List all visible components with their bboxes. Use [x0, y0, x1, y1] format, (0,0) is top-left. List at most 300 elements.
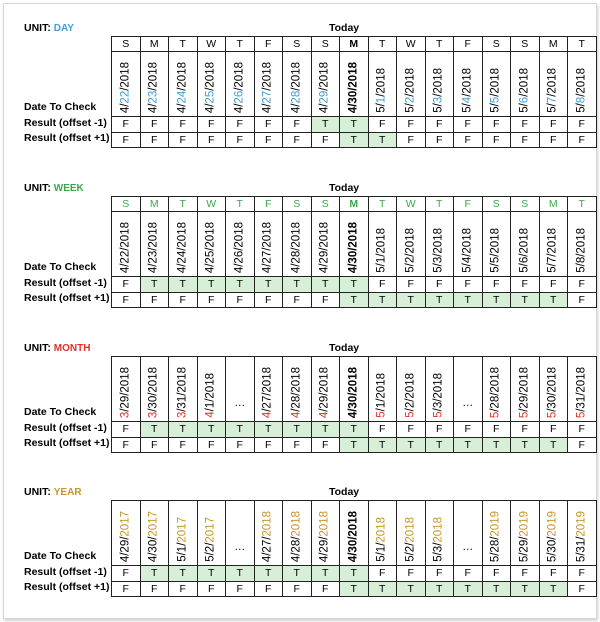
date-part: 2018: [432, 517, 445, 543]
result-cell: F: [368, 422, 397, 438]
date-part: 5: [375, 411, 388, 418]
date-cell: [397, 52, 426, 117]
result-cell: T: [482, 437, 511, 453]
weekday-cell: T: [169, 197, 198, 212]
date-text: [433, 228, 446, 273]
result-plus-label: Result (offset +1): [24, 292, 110, 304]
result-cell: T: [311, 566, 340, 582]
result-cell: F: [397, 422, 426, 438]
date-cell: [368, 52, 397, 117]
result-cell: F: [568, 292, 597, 308]
date-to-check-label: Date To Check: [24, 406, 97, 418]
result-cell: F: [454, 277, 483, 293]
date-part: 4/: [290, 103, 303, 113]
result-cell: F: [454, 117, 483, 133]
result-cell: F: [140, 581, 169, 597]
date-part: 2018: [375, 517, 388, 543]
result-cell: T: [340, 292, 369, 308]
date-text: [518, 367, 531, 418]
date-part: 5/28/: [489, 536, 502, 562]
date-text: [347, 222, 360, 273]
date-part: 5/2/: [204, 542, 217, 562]
weekday-cell: S: [112, 37, 141, 52]
result-cell: T: [454, 581, 483, 597]
date-text: [176, 367, 189, 418]
date-cell: [311, 52, 340, 117]
date-text: [347, 62, 360, 113]
weekday-cell: S: [311, 197, 340, 212]
date-part: 5: [575, 411, 588, 418]
date-part: 2019: [575, 510, 588, 537]
result-cell: T: [283, 566, 312, 582]
result-cell: F: [539, 277, 568, 293]
date-grid: [111, 500, 597, 597]
date-cell: [226, 52, 255, 117]
date-text: [404, 517, 417, 562]
weekday-cell: T: [226, 37, 255, 52]
result-cell: F: [511, 422, 540, 438]
date-part: 4/: [318, 103, 331, 113]
date-text: [205, 222, 218, 273]
date-part: /2018: [404, 68, 417, 97]
date-cell: [112, 501, 141, 566]
date-part: 5/: [546, 103, 559, 113]
date-cell: [425, 52, 454, 117]
result-cell: T: [197, 422, 226, 438]
date-cell: [482, 501, 511, 566]
weekday-cell: S: [112, 197, 141, 212]
date-part: 4/30/: [147, 536, 160, 562]
result-cell: T: [482, 292, 511, 308]
date-text: [404, 228, 417, 273]
weekday-cell: W: [397, 37, 426, 52]
result-cell: F: [511, 277, 540, 293]
date-part: 5: [404, 411, 417, 418]
date-part: 5/: [404, 103, 417, 113]
date-part: 5/29/: [518, 536, 531, 562]
date-text: [490, 68, 503, 113]
date-part: 4/28/: [290, 536, 303, 562]
date-cell: [197, 501, 226, 566]
result-cell: F: [368, 566, 397, 582]
date-text: [376, 68, 389, 113]
date-part: 2017: [119, 510, 132, 537]
unit-label: [24, 486, 82, 498]
weekday-cell: S: [511, 197, 540, 212]
result-cell: T: [397, 581, 426, 597]
result-cell: F: [112, 132, 141, 148]
date-text: [262, 62, 275, 113]
date-part: 3: [119, 411, 132, 418]
date-part: 3: [176, 411, 189, 418]
date-part: 5/1/: [176, 542, 189, 562]
date-part: 5/6/2018: [518, 228, 531, 273]
date-text: [376, 373, 389, 418]
date-text: [290, 62, 303, 113]
date-cell: [340, 212, 369, 277]
result-cell: T: [511, 437, 540, 453]
result-cell: F: [197, 132, 226, 148]
ellipsis-marker: …: [462, 397, 474, 409]
date-part: 4/27/2018: [261, 221, 274, 273]
result-cell: F: [425, 566, 454, 582]
result-cell: F: [283, 292, 312, 308]
date-cell: [397, 501, 426, 566]
date-part: 3: [147, 411, 160, 418]
date-cell: [112, 357, 141, 422]
date-part: /2018: [347, 61, 360, 91]
date-grid: [111, 356, 597, 453]
weekday-cell: S: [482, 197, 511, 212]
date-part: /2018: [461, 68, 474, 97]
date-part: 5: [489, 411, 502, 418]
result-cell: T: [226, 422, 255, 438]
result-cell: F: [226, 292, 255, 308]
result-cell: F: [169, 292, 198, 308]
date-part: /2018: [261, 61, 274, 91]
result-row-plus: [112, 292, 597, 308]
date-cell: [511, 212, 540, 277]
result-cell: F: [368, 277, 397, 293]
date-cell: [283, 501, 312, 566]
weekday-cell: M: [140, 37, 169, 52]
result-cell: F: [568, 566, 597, 582]
weekday-cell: T: [368, 37, 397, 52]
date-cell: [454, 52, 483, 117]
date-part: 4/28/2018: [290, 221, 303, 273]
date-cell: [482, 52, 511, 117]
date-part: 4/30/2018: [347, 221, 360, 273]
result-minus-label: Result (offset -1): [24, 566, 107, 578]
date-part: 2017: [147, 510, 160, 537]
result-cell: T: [368, 292, 397, 308]
date-part: 2018: [290, 510, 303, 537]
date-part: /30/2018: [347, 366, 360, 412]
weekday-cell: W: [197, 37, 226, 52]
date-text: [461, 228, 474, 273]
today-label: Today: [329, 486, 360, 498]
result-cell: F: [283, 437, 312, 453]
date-part: 4/29/: [119, 536, 132, 562]
result-cell: F: [112, 566, 141, 582]
date-part: 2017: [176, 517, 189, 543]
date-cell: [140, 501, 169, 566]
date-text: [490, 228, 503, 273]
result-cell: F: [112, 117, 141, 133]
weekday-cell: W: [197, 197, 226, 212]
weekday-cell: S: [482, 37, 511, 52]
date-part: 4: [204, 411, 217, 418]
date-text: [205, 62, 218, 113]
date-part: 2019: [546, 510, 559, 537]
date-part: /1/2018: [204, 373, 217, 412]
date-cell: [511, 501, 540, 566]
ellipsis-marker: …: [234, 397, 246, 409]
date-text: [518, 228, 531, 273]
weekday-cell: F: [254, 37, 283, 52]
date-part: 4/29/: [318, 536, 331, 562]
date-text: [119, 222, 132, 273]
date-text: [262, 222, 275, 273]
date-cell: [368, 357, 397, 422]
date-part: 2017: [204, 517, 217, 543]
result-cell: F: [283, 132, 312, 148]
date-part: 4/29/2018: [318, 221, 331, 273]
date-part: 5/3/2018: [432, 228, 445, 273]
result-cell: F: [539, 117, 568, 133]
result-cell: F: [254, 132, 283, 148]
weekday-cell: M: [539, 197, 568, 212]
date-part: 5/4/2018: [461, 228, 474, 273]
weekday-cell: F: [454, 197, 483, 212]
result-cell: T: [340, 437, 369, 453]
date-text: [433, 373, 446, 418]
result-cell: F: [140, 437, 169, 453]
date-cell: [197, 357, 226, 422]
unit-label: [24, 22, 74, 34]
date-cell: [368, 212, 397, 277]
result-cell: F: [197, 117, 226, 133]
result-cell: F: [283, 117, 312, 133]
date-part: 4: [347, 411, 360, 418]
date-cell: [140, 52, 169, 117]
date-cell: [112, 212, 141, 277]
date-part: 4: [318, 411, 331, 418]
date-text: [376, 517, 389, 562]
date-part: /2018: [546, 68, 559, 97]
result-cell: T: [368, 581, 397, 597]
result-cell: F: [425, 422, 454, 438]
result-row-plus: [112, 581, 597, 597]
result-cell: F: [169, 132, 198, 148]
date-text: [433, 517, 446, 562]
date-part: /2018: [176, 61, 189, 91]
today-label: Today: [329, 22, 360, 34]
date-cell: [368, 501, 397, 566]
date-part: 4/: [147, 103, 160, 113]
date-part: /31/2018: [176, 366, 189, 412]
date-part: 4/22/2018: [119, 221, 132, 273]
result-cell: F: [112, 581, 141, 597]
result-cell: F: [254, 292, 283, 308]
result-cell: F: [482, 132, 511, 148]
date-text: [547, 511, 560, 562]
result-cell: F: [568, 422, 597, 438]
date-part: 5/7/2018: [546, 228, 559, 273]
result-plus-label: Result (offset +1): [24, 132, 110, 144]
date-text: [119, 62, 132, 113]
date-cell: [197, 52, 226, 117]
date-part: 2018: [347, 510, 360, 537]
result-cell: F: [226, 132, 255, 148]
result-cell: F: [112, 292, 141, 308]
result-cell: F: [511, 566, 540, 582]
date-text: [404, 373, 417, 418]
date-part: /2018: [119, 61, 132, 91]
weekday-cell: T: [226, 197, 255, 212]
result-cell: F: [140, 132, 169, 148]
date-part: 2018: [318, 510, 331, 537]
date-part: 5/5/2018: [489, 228, 502, 273]
result-cell: T: [454, 437, 483, 453]
date-part: /3/2018: [432, 373, 445, 412]
result-cell: T: [140, 277, 169, 293]
date-part: /30/2018: [147, 366, 160, 412]
result-cell: F: [140, 117, 169, 133]
date-cell: [568, 52, 597, 117]
date-text: [176, 517, 189, 562]
date-part: 24: [176, 90, 189, 104]
result-cell: F: [397, 117, 426, 133]
date-part: /2018: [233, 61, 246, 91]
result-cell: F: [568, 117, 597, 133]
date-to-check-label: Date To Check: [24, 261, 97, 273]
result-cell: T: [226, 566, 255, 582]
result-cell: F: [482, 117, 511, 133]
date-text: [233, 62, 246, 113]
date-part: 26: [233, 90, 246, 104]
date-part: 23: [147, 90, 160, 104]
date-cell: [454, 501, 483, 566]
date-part: 4: [261, 411, 274, 418]
result-cell: F: [311, 581, 340, 597]
result-cell: F: [454, 566, 483, 582]
result-cell: F: [254, 117, 283, 133]
result-cell: T: [425, 581, 454, 597]
result-cell: T: [482, 581, 511, 597]
result-cell: T: [197, 277, 226, 293]
date-part: /2018: [575, 68, 588, 97]
weekday-cell: M: [340, 37, 369, 52]
date-part: 5: [489, 97, 502, 104]
date-text: [119, 511, 132, 562]
date-cell: [283, 357, 312, 422]
result-cell: F: [112, 277, 141, 293]
date-cell: [397, 357, 426, 422]
date-cell: [169, 212, 198, 277]
result-cell: F: [311, 132, 340, 148]
date-text: [290, 511, 303, 562]
result-cell: F: [397, 566, 426, 582]
result-row-minus: [112, 566, 597, 582]
date-text: [575, 228, 588, 273]
date-text: [376, 228, 389, 273]
date-part: 5: [432, 411, 445, 418]
result-cell: F: [425, 117, 454, 133]
date-cell: [568, 212, 597, 277]
result-cell: T: [397, 292, 426, 308]
result-cell: F: [254, 581, 283, 597]
result-cell: F: [169, 117, 198, 133]
unit-label: [24, 182, 84, 194]
date-part: 8: [575, 97, 588, 104]
result-cell: T: [368, 437, 397, 453]
date-part: 27: [261, 90, 274, 104]
ellipsis-marker: …: [234, 541, 246, 553]
date-cell: [254, 52, 283, 117]
date-cell: [539, 357, 568, 422]
result-row-minus: [112, 117, 597, 133]
weekday-cell: M: [539, 37, 568, 52]
unit-value: MONTH: [53, 343, 91, 354]
date-cell: [226, 357, 255, 422]
date-text: [518, 68, 531, 113]
date-cell: [340, 501, 369, 566]
date-text: [490, 511, 503, 562]
weekday-cell: T: [568, 37, 597, 52]
date-part: /2018: [375, 68, 388, 97]
result-cell: F: [397, 277, 426, 293]
result-cell: T: [311, 117, 340, 133]
result-cell: T: [254, 566, 283, 582]
date-part: /29/2018: [518, 366, 531, 412]
result-cell: T: [425, 437, 454, 453]
date-cell: [397, 212, 426, 277]
date-cell: [226, 212, 255, 277]
result-cell: T: [140, 422, 169, 438]
date-cell: [425, 212, 454, 277]
result-cell: F: [482, 277, 511, 293]
result-cell: T: [197, 566, 226, 582]
date-part: 5/: [489, 103, 502, 113]
date-part: 4/: [176, 103, 189, 113]
result-cell: F: [226, 581, 255, 597]
result-cell: T: [169, 422, 198, 438]
result-cell: F: [425, 132, 454, 148]
date-cell: [482, 357, 511, 422]
date-row: [112, 212, 597, 277]
weekday-cell: M: [340, 197, 369, 212]
date-cell: [254, 212, 283, 277]
result-cell: F: [511, 132, 540, 148]
unit-prefix: UNIT:: [24, 22, 51, 34]
date-part: 4/30/: [347, 536, 360, 562]
date-cell: [511, 52, 540, 117]
unit-value: DAY: [53, 23, 74, 34]
result-cell: F: [539, 566, 568, 582]
date-text: [148, 222, 161, 273]
date-cell: [425, 357, 454, 422]
result-cell: T: [340, 581, 369, 597]
weekday-row: [112, 197, 597, 212]
result-cell: F: [112, 437, 141, 453]
result-cell: F: [368, 117, 397, 133]
result-cell: F: [226, 117, 255, 133]
date-part: 25: [204, 90, 217, 104]
result-cell: F: [197, 581, 226, 597]
date-cell: [112, 52, 141, 117]
result-cell: F: [454, 422, 483, 438]
weekday-cell: T: [425, 197, 454, 212]
date-cell: [311, 212, 340, 277]
result-cell: T: [511, 581, 540, 597]
date-cell: [539, 52, 568, 117]
result-cell: T: [169, 566, 198, 582]
date-text: [433, 68, 446, 113]
weekday-cell: F: [454, 37, 483, 52]
date-grid: [111, 196, 597, 308]
date-cell: [254, 501, 283, 566]
result-cell: F: [511, 117, 540, 133]
date-cell: [425, 501, 454, 566]
date-text: [347, 511, 360, 562]
date-text: [233, 222, 246, 273]
date-part: 5/2/: [404, 542, 417, 562]
date-part: 5/1/: [375, 542, 388, 562]
result-cell: F: [482, 422, 511, 438]
date-cell: [454, 357, 483, 422]
date-text: [290, 367, 303, 418]
